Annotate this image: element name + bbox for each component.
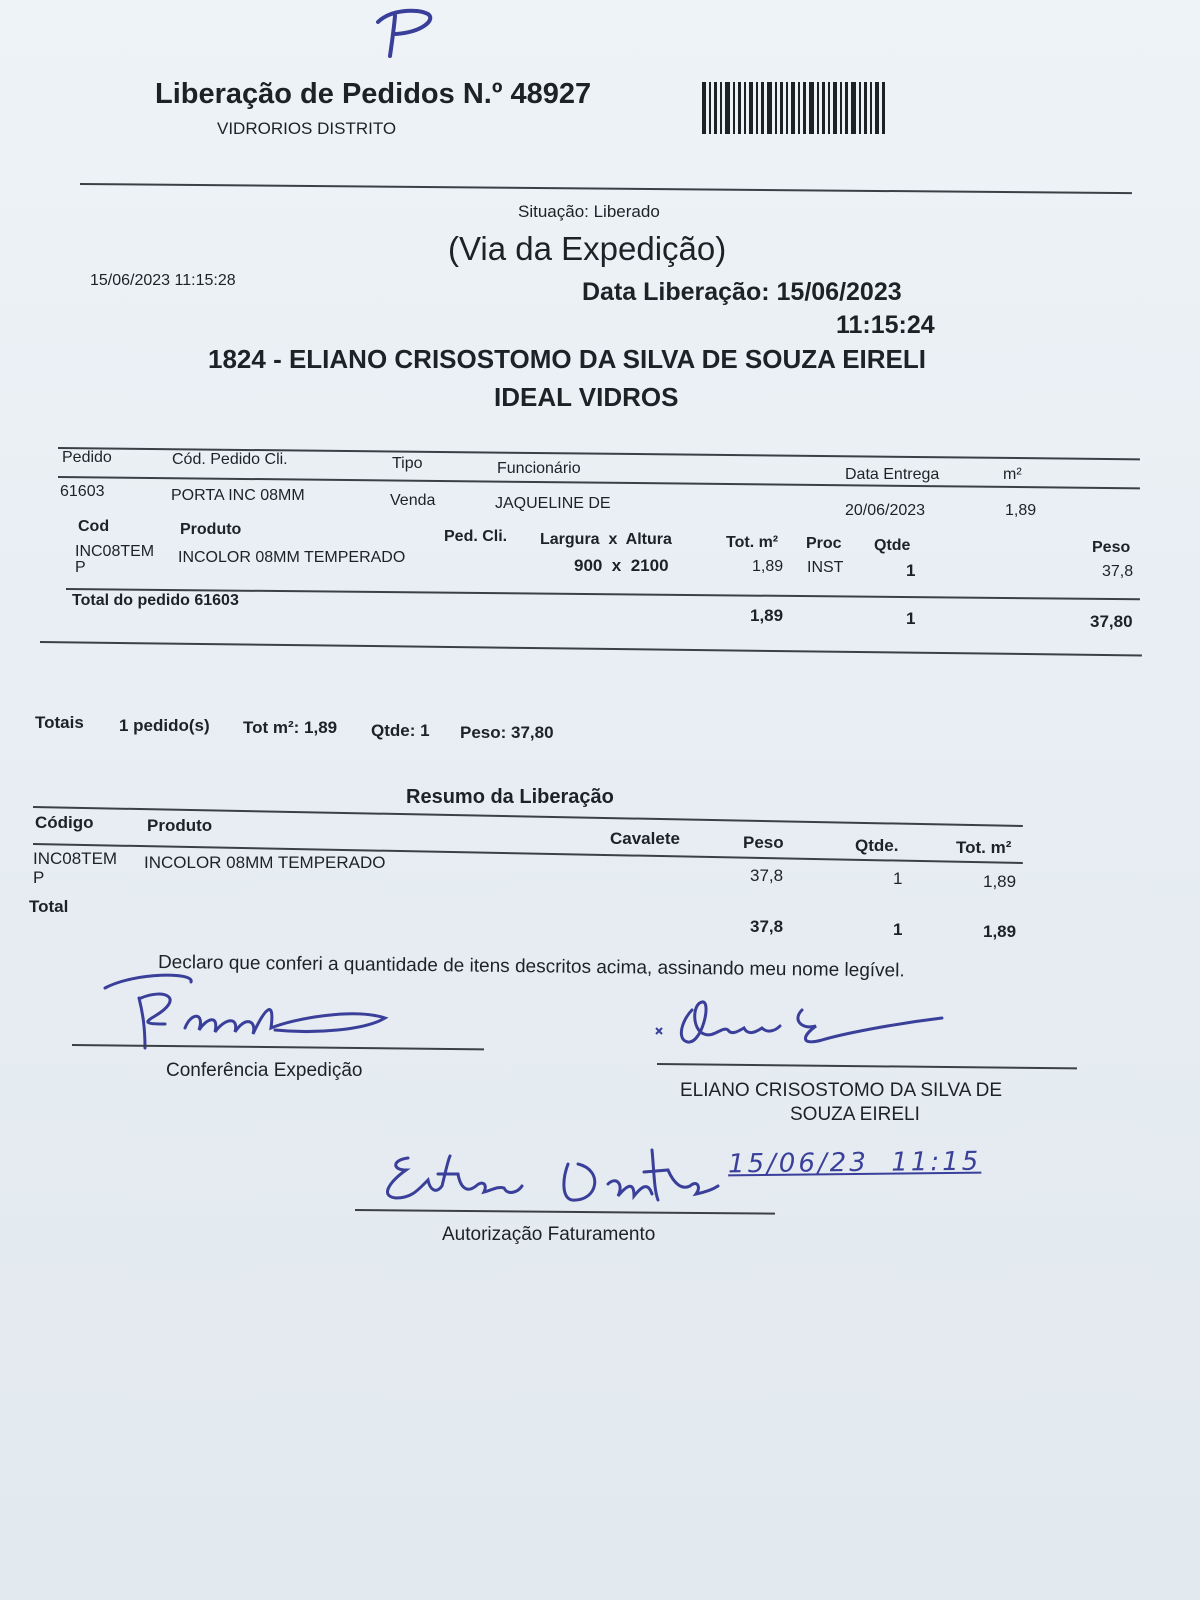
order-tipo: Venda	[390, 492, 436, 509]
order-data-entrega: 20/06/2023	[845, 502, 926, 519]
item-header-largura-altura: Largura x Altura	[540, 531, 672, 548]
via-title: (Via da Expedição)	[448, 230, 727, 267]
data-liberacao-time: 11:15:24	[836, 311, 935, 339]
resumo-header-tot-m2: Tot. m²	[956, 838, 1012, 857]
client-signature	[652, 990, 952, 1060]
item-tot-m2: 1,89	[752, 558, 784, 575]
col-header-m2: m²	[1003, 466, 1022, 483]
declaration-text: Declaro que conferi a quantidade de itens descritos acima, assinando meu nome legível.	[157, 952, 905, 982]
autorizacao-signature	[372, 1140, 722, 1220]
data-liberacao: Data Liberação: 15/06/2023	[582, 278, 902, 306]
resumo-codigo-cont: P	[33, 868, 45, 887]
resumo-header-produto: Produto	[147, 816, 213, 835]
item-header-qtde: Qtde	[874, 537, 911, 554]
totais-m2: Tot m²: 1,89	[243, 718, 338, 737]
handwritten-date: 15/06/23 11:15	[727, 1146, 982, 1180]
item-cod: INC08TEM	[75, 543, 155, 560]
item-proc: INST	[807, 559, 844, 576]
resumo-total-peso: 37,8	[750, 917, 784, 936]
order-cod-pedido-cli: PORTA INC 08MM	[171, 487, 305, 504]
col-header-data-entrega: Data Entrega	[845, 466, 940, 483]
order-pedido: 61603	[60, 483, 105, 500]
resumo-produto: INCOLOR 08MM TEMPERADO	[144, 853, 386, 872]
resumo-tot-m2: 1,89	[983, 872, 1017, 891]
client-signature-name-line1: ELIANO CRISOSTOMO DA SILVA DE	[680, 1080, 1003, 1101]
barcode	[702, 82, 887, 134]
resumo-total-qtde: 1	[893, 920, 903, 939]
order-total-m2: 1,89	[750, 606, 784, 625]
totais-pedidos: 1 pedido(s)	[119, 716, 210, 735]
order-total-qtde: 1	[906, 609, 916, 628]
item-peso: 37,8	[1102, 563, 1134, 580]
resumo-title: Resumo da Liberação	[406, 786, 614, 808]
resumo-peso: 37,8	[750, 866, 784, 885]
col-header-tipo: Tipo	[392, 455, 423, 472]
col-header-pedido: Pedido	[62, 449, 112, 466]
item-header-produto: Produto	[180, 521, 242, 538]
order-total-peso: 37,80	[1090, 612, 1133, 631]
col-header-cod-pedido-cli: Cód. Pedido Cli.	[172, 451, 288, 468]
company-name: VIDRORIOS DISTRITO	[217, 119, 397, 138]
header-divider	[80, 183, 1132, 194]
order-m2: 1,89	[1005, 502, 1037, 519]
order-funcionario: JAQUELINE DE	[495, 495, 611, 512]
totais-qtde: Qtde: 1	[371, 721, 430, 740]
resumo-header-peso: Peso	[743, 833, 784, 852]
client-trade-name: IDEAL VIDROS	[494, 382, 679, 412]
resumo-header-codigo: Código	[35, 813, 94, 832]
resumo-header-qtde: Qtde.	[855, 836, 899, 855]
client-signature-name-line2: SOUZA EIRELI	[790, 1104, 920, 1125]
client-name: 1824 - ELIANO CRISOSTOMO DA SILVA DE SOUZA EIRELI	[208, 344, 926, 374]
order-total-label: Total do pedido 61603	[72, 592, 239, 609]
resumo-codigo: INC08TEM	[33, 849, 118, 868]
conferencia-label: Conferência Expedição	[166, 1060, 363, 1081]
item-header-cod: Cod	[78, 518, 110, 535]
resumo-total-tot-m2: 1,89	[983, 922, 1017, 941]
totais-peso: Peso: 37,80	[460, 723, 554, 742]
order-table-bottom-rule	[40, 641, 1142, 656]
item-header-peso: Peso	[1092, 539, 1131, 556]
handwritten-p-mark	[372, 4, 442, 64]
item-produto: INCOLOR 08MM TEMPERADO	[178, 549, 406, 566]
item-header-proc: Proc	[806, 535, 842, 552]
document-title: Liberação de Pedidos N.º 48927	[155, 78, 592, 110]
resumo-header-cavalete: Cavalete	[610, 829, 680, 848]
item-header-tot-m2: Tot. m²	[726, 534, 779, 551]
item-qtde: 1	[906, 561, 916, 580]
item-cod-cont: P	[75, 559, 86, 576]
resumo-qtde: 1	[893, 869, 903, 888]
col-header-funcionario: Funcionário	[497, 460, 581, 477]
item-header-ped-cli: Ped. Cli.	[444, 528, 508, 545]
autorizacao-label: Autorização Faturamento	[442, 1224, 656, 1245]
item-dimensions: 900 x 2100	[574, 556, 669, 575]
situacao-text: Situação: Liberado	[518, 202, 660, 221]
print-timestamp: 15/06/2023 11:15:28	[90, 272, 236, 289]
client-signature-line	[657, 1063, 1077, 1069]
totais-label: Totais	[35, 713, 84, 732]
resumo-total-label: Total	[29, 897, 69, 916]
